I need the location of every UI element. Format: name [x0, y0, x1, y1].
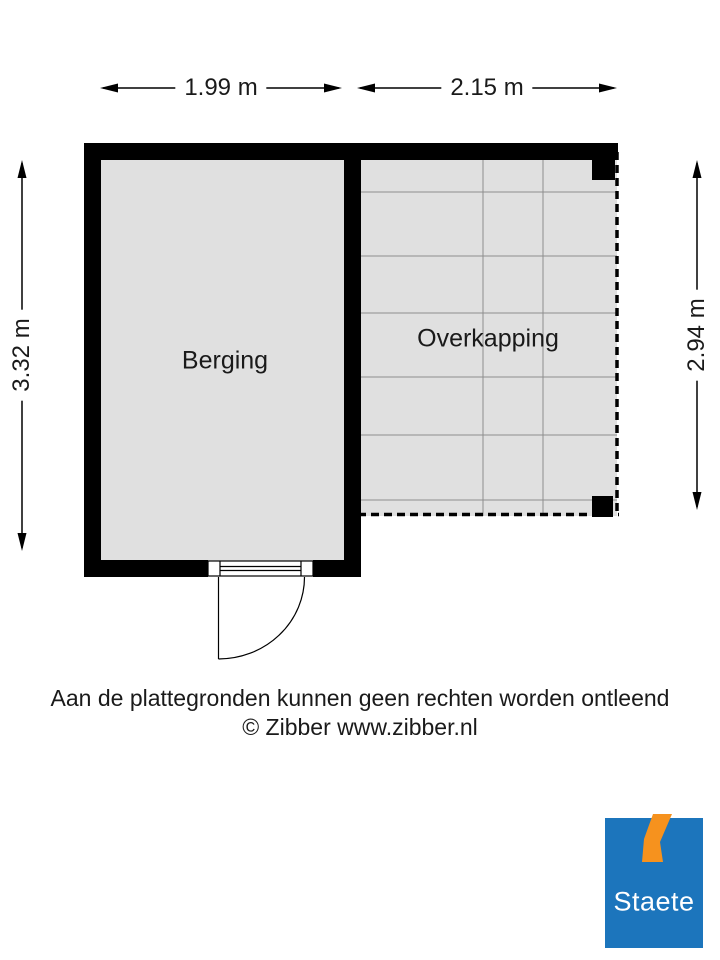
- wall-middle: [344, 143, 361, 577]
- door-swing-arc: [219, 577, 305, 659]
- room-label-overkapping: Overkapping: [417, 324, 559, 353]
- copyright-text: © Zibber www.zibber.nl: [242, 714, 478, 740]
- logo-wordmark: Staete: [613, 886, 695, 917]
- dimension-label-top-right: 2.15 m: [441, 74, 532, 102]
- pillar-bottom-right: [592, 496, 613, 517]
- door-threshold: [208, 561, 313, 576]
- dimension-label-left: 3.32 m: [8, 309, 36, 400]
- dimension-label-top-left: 1.99 m: [175, 74, 266, 102]
- staete-logo: [605, 814, 703, 948]
- pillar-top-right: [592, 158, 615, 180]
- dimension-label-right: 2.94 m: [683, 289, 711, 380]
- footer: [0, 684, 720, 742]
- door: [208, 561, 313, 659]
- disclaimer-text: Aan de plattegronden kunnen geen rechten worden ontleend: [50, 685, 670, 711]
- wall-left: [84, 143, 101, 577]
- wall-bottom-right: [313, 560, 360, 577]
- room-label-berging: Berging: [181, 346, 269, 375]
- wall-bottom-left: [84, 560, 208, 577]
